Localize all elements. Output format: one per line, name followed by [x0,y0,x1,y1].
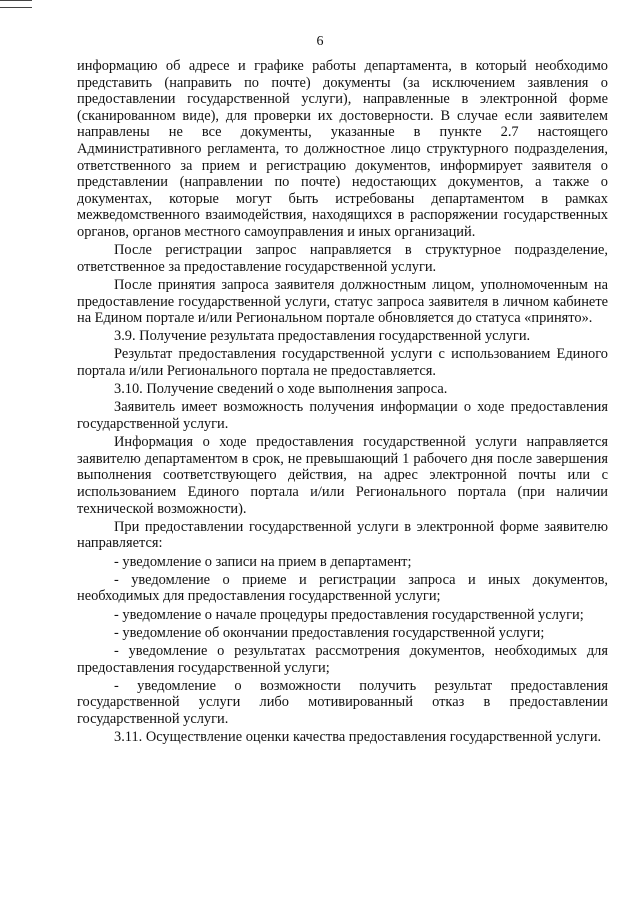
corner-mark [0,0,32,8]
paragraph: Результат предоставления государственной услуги с использованием Единого портала и/или Регионального портала не предоставляется. [77,346,608,380]
paragraph: Информация о ходе предоставления государственной услуги направляется заявителю департаментом в срок, не превышающий 1 рабочего дня после завершения выполнения соответствующего действия, на адрес электронной почты или с использованием Единого портала и/или Регионального портала (при наличии технической возможности). [77,434,608,517]
paragraph: После принятия запроса заявителя должностным лицом, уполномоченным на предоставление государственной услуги, статус запроса заявителя в личном кабинете на Едином портале и/или Региональном портале обновляется до статуса «принято». [77,276,608,327]
list-item: - уведомление о начале процедуры предоставления государственной услуги; [114,606,584,623]
paragraph: При предоставлении государственной услуги в электронной форме заявителю направляется: [77,518,608,552]
document-body [77,58,608,747]
section-heading: 3.9. Получение результата предоставления государственной услуги. [114,328,531,345]
list-item: - уведомление о возможности получить результат предоставления государственной услуги либо мотивированный отказ в предоставлении государственной услуги. [77,677,608,727]
list-item: - уведомление об окончании предоставления государственной услуги; [114,624,545,641]
section-heading: 3.10. Получение сведений о ходе выполнения запроса. [114,381,448,398]
list-item: - уведомление о результатах рассмотрения документов, необходимых для предоставления государственной услуги; [77,642,608,676]
paragraph: После регистрации запрос направляется в структурное подразделение, ответственное за предоставление государственной услуги. [77,242,608,275]
paragraph: Заявитель имеет возможность получения информации о ходе предоставления государственной услуги. [77,399,608,433]
page-number: 6 [316,34,324,49]
section-heading: 3.11. Осуществление оценки качества предоставления государственной услуги. [114,729,602,746]
list-item: - уведомление о записи на прием в департамент; [114,553,412,570]
paragraph: информацию об адресе и графике работы департамента, в который необходимо представить (направить по почте) документы (за исключением заявления о предоставлении государственной услуги), направленные в электронной форме (сканированном виде), для проверки их достоверности. В случае если заявителем направлены не все документы, указанные в пункте 2.7 настоящего Административного регламента, то должностное лицо структурного подразделения, ответственного за прием и регистрацию документов, информирует заявителя о представлении (направлении по почте) недостающих документов, а также о документах, которые могут быть истребованы департаментом в рамках межведомственного взаимодействия, находящихся в распоряжении государственных органов, органов местного самоуправления и иных организаций. [77,58,608,240]
list-item: - уведомление о приеме и регистрации запроса и иных документов, необходимых для предоставления государственной услуги; [77,571,608,605]
